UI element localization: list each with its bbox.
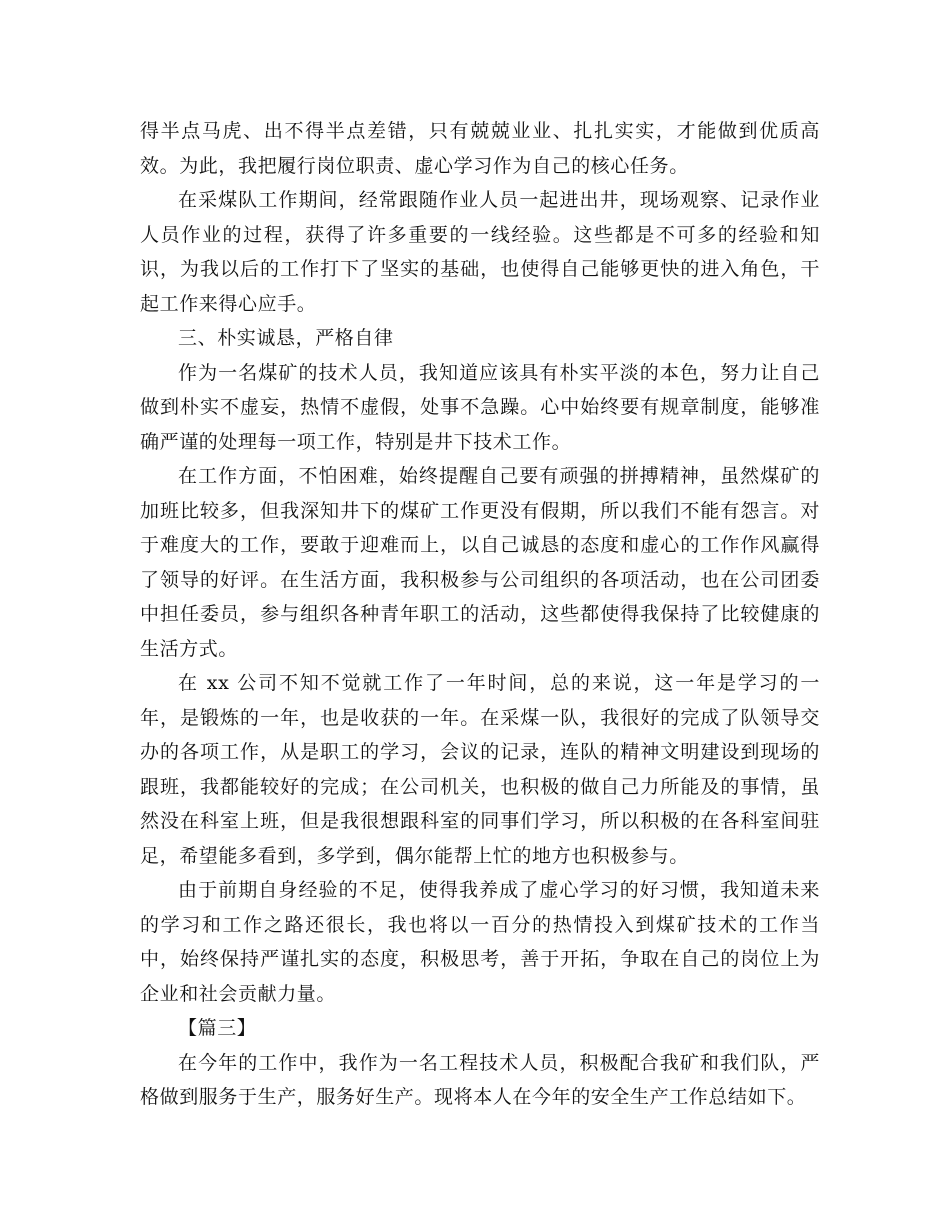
paragraph: 作为一名煤矿的技术人员，我知道应该具有朴实平淡的本色，努力让自己做到朴实不虚妄，热情不虚假，处事不急躁。心中始终要有规章制度，能够准确严谨的处理每一项工作，特别是井下技术工作。 [140,361,820,453]
paragraph: 得半点马虎、出不得半点差错，只有兢兢业业、扎扎实实，才能做到优质高效。为此，我把履行岗位职责、虚心学习作为自己的核心任务。 [140,120,820,177]
document-body [140,114,820,1115]
section-heading: 三、朴实诚恳，严格自律 [178,327,394,349]
section-heading: 【篇三】 [178,1017,257,1039]
paragraph: 由于前期自身经验的不足，使得我养成了虚心学习的好习惯，我知道未来的学习和工作之路还很长，我也将以一百分的热情投入到煤矿技术的工作当中，始终保持严谨扎实的态度，积极思考，善于开拓，争取在自己的岗位上为企业和社会贡献力量。 [140,879,820,1005]
paragraph: 在工作方面，不怕困难，始终提醒自己要有顽强的拼搏精神，虽然煤矿的加班比较多，但我深知井下的煤矿工作更没有假期，所以我们不能有怨言。对于难度大的工作，要敢于迎难而上，以自己诚恳的态度和虚心的工作作风赢得了领导的好评。在生活方面，我积极参与公司组织的各项活动，也在公司团委中担任委员，参与组织各种青年职工的活动，这些都使得我保持了比较健康的生活方式。 [140,465,820,660]
paragraph: 在今年的工作中，我作为一名工程技术人员，积极配合我矿和我们队，严格做到服务于生产，服务好生产。现将本人在今年的安全生产工作总结如下。 [140,1051,820,1108]
paragraph: 在 xx 公司不知不觉就工作了一年时间，总的来说，这一年是学习的一年，是锻炼的一年，也是收获的一年。在采煤一队，我很好的完成了队领导交办的各项工作，从是职工的学习，会议的记录，连队的精神文明建设到现场的跟班，我都能较好的完成；在公司机关，也积极的做自己力所能及的事情，虽然没在科室上班，但是我很想跟科室的同事们学习，所以积极的在各科室间驻足，希望能多看到，多学到，偶尔能帮上忙的地方也积极参与。 [140,672,820,867]
paragraph: 在采煤队工作期间，经常跟随作业人员一起进出井，现场观察、记录作业人员作业的过程，获得了许多重要的一线经验。这些都是不可多的经验和知识，为我以后的工作打下了坚实的基础，也使得自己能够更快的进入角色，干起工作来得心应手。 [140,189,820,315]
